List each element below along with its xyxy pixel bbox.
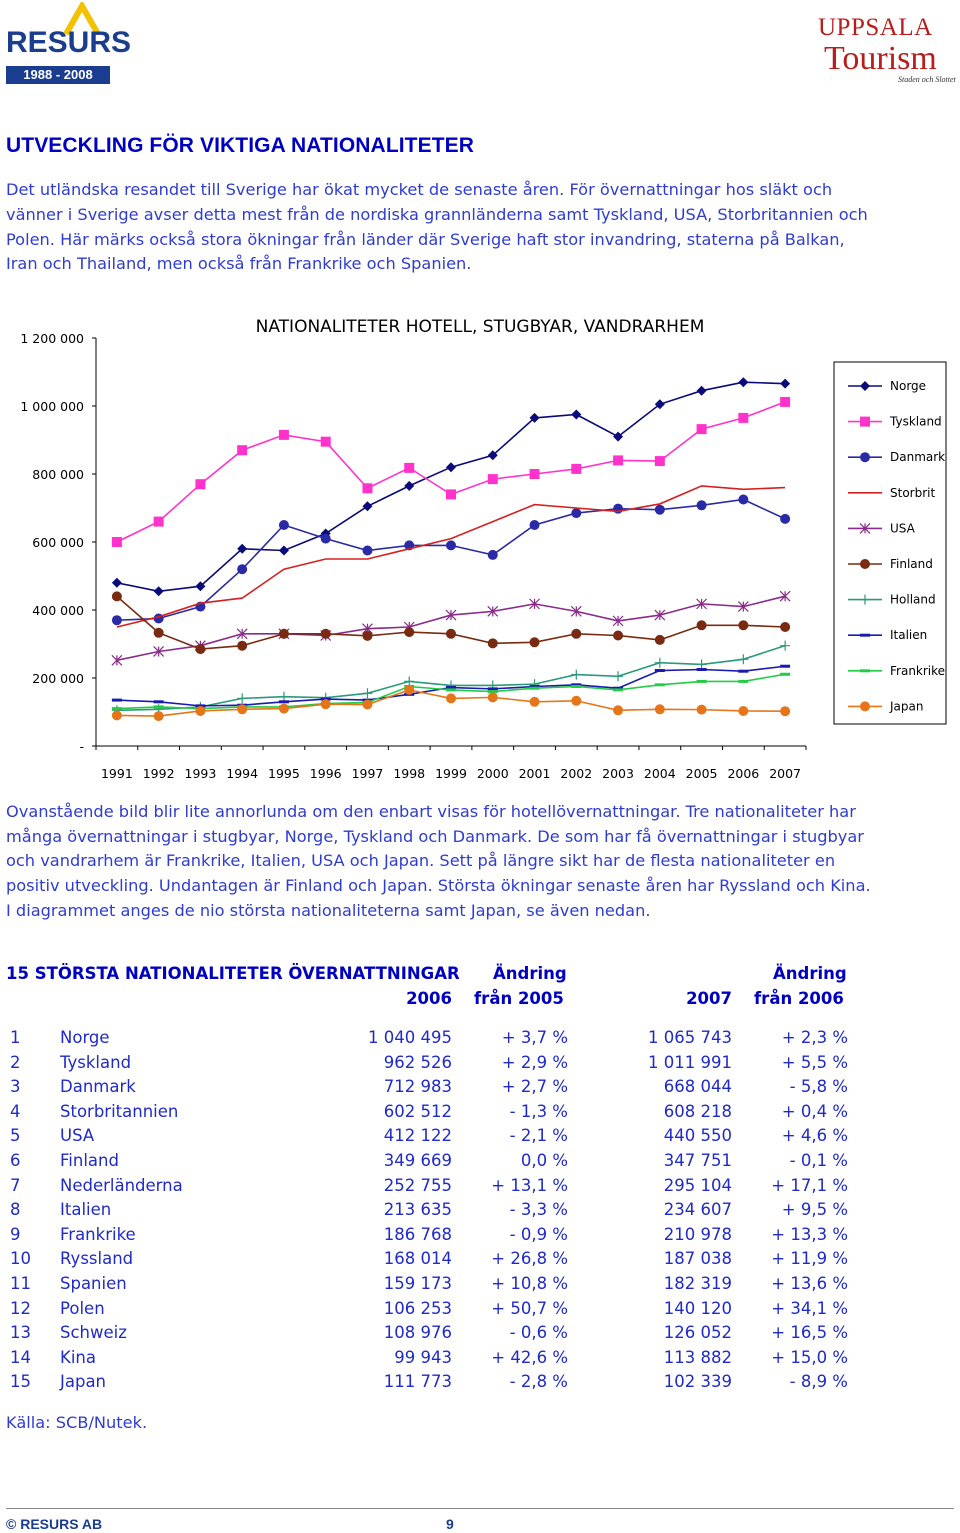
data-point [530, 687, 540, 690]
data-point [697, 500, 707, 510]
table-title: 15 STÖRSTA NATIONALITETER ÖVERNATTNINGAR [6, 964, 460, 983]
table-cell-country: Ryssland [60, 1249, 134, 1269]
table-cell-change-2006: - 3,3 % [509, 1200, 568, 1220]
table-cell-country: Tyskland [60, 1052, 132, 1072]
table-cell-change-2007: + 11,9 % [771, 1249, 848, 1269]
table-cell-2006: 108 976 [383, 1323, 452, 1343]
table-cell-2006: 159 173 [383, 1274, 452, 1293]
data-point [279, 704, 289, 714]
body-line: Ovanstående bild blir lite annorlunda om den enbart visas för hotellövernattningar. Tre nationaliteter har [6, 802, 856, 821]
data-point [780, 397, 790, 407]
data-point [237, 564, 247, 574]
data-point [488, 550, 498, 560]
table-cell-country: Kina [60, 1347, 96, 1367]
data-point [697, 620, 707, 630]
data-point [738, 670, 748, 673]
table-cell-rank: 6 [10, 1151, 21, 1170]
table-cell-change-2007: + 2,3 % [781, 1028, 848, 1047]
legend-label: USA [890, 521, 915, 536]
y-tick-label: 1 000 000 [20, 399, 84, 414]
table-cell-2007: 182 319 [663, 1274, 732, 1293]
table-cell-2007: 234 607 [663, 1200, 732, 1220]
x-tick-label: 1995 [268, 766, 300, 781]
data-point [738, 495, 748, 505]
data-point [279, 629, 289, 639]
table-cell-change-2007: + 16,5 % [771, 1323, 848, 1343]
x-tick-label: 1997 [351, 766, 384, 781]
data-point [571, 410, 581, 420]
data-point [112, 591, 122, 601]
data-point [738, 377, 748, 387]
table-cell-rank: 4 [10, 1101, 21, 1121]
table-cell-change-2006: + 42,6 % [491, 1347, 568, 1367]
table-cell-2007: 1 065 743 [648, 1028, 732, 1047]
data-point [279, 700, 289, 703]
table-cell-2006: 712 983 [383, 1077, 452, 1097]
table-cell-country: Finland [60, 1151, 119, 1170]
data-point [195, 644, 205, 654]
data-point [321, 534, 331, 544]
data-point [780, 622, 790, 632]
table-cell-2007: 608 218 [663, 1101, 732, 1121]
data-point [446, 693, 456, 703]
nationality-line-chart [0, 300, 960, 790]
x-tick-label: 2004 [643, 766, 676, 781]
series-norge [112, 377, 790, 596]
table-cell-change-2007: + 5,5 % [781, 1052, 848, 1072]
data-point [571, 685, 581, 688]
data-point [860, 452, 870, 462]
table-cell-rank: 10 [10, 1249, 31, 1269]
data-point [571, 670, 581, 680]
table-cell-change-2006: 0,0 % [520, 1151, 568, 1170]
table-cell-rank: 5 [10, 1126, 21, 1146]
data-point [154, 705, 164, 708]
table-cell-change-2007: + 13,6 % [771, 1274, 848, 1293]
table-cell-country: Polen [60, 1298, 105, 1318]
table-cell-country: Norge [60, 1028, 110, 1047]
data-point [237, 693, 247, 703]
table-cell-2006: 349 669 [383, 1151, 452, 1170]
y-tick-label: 200 000 [32, 671, 84, 686]
data-point [154, 628, 164, 638]
data-point [362, 700, 372, 710]
table-cell-2006: 1 040 495 [368, 1028, 452, 1047]
table-cell-2007: 187 038 [663, 1249, 732, 1269]
table-cell-rank: 3 [10, 1077, 21, 1097]
data-point [446, 489, 456, 499]
data-point [571, 629, 581, 639]
data-point [613, 455, 623, 465]
data-point [446, 629, 456, 639]
body-line: många övernattningar i stugbyar, Norge, Tyskland och Danmark. De som har få övernattningar i stugbyar [6, 827, 864, 846]
data-point [112, 707, 122, 710]
data-point [321, 699, 331, 709]
table-cell-2007: 347 751 [663, 1151, 732, 1170]
table-cell-change-2007: + 4,6 % [781, 1126, 848, 1146]
data-point [860, 559, 870, 569]
table-cell-change-2007: + 0,4 % [781, 1101, 848, 1121]
x-tick-label: 1991 [100, 766, 133, 781]
table-cell-2007: 126 052 [663, 1323, 732, 1343]
body-line: och vandrarhem är Frankrike, Italien, USA och Japan. Sett på längre sikt har de flesta nationaliteter en [6, 851, 836, 870]
table-header-change-2006b: från 2005 [474, 989, 564, 1008]
resurs-logo-text: RESURS [6, 26, 132, 59]
series-danmark [112, 495, 790, 626]
table-cell-change-2007: + 13,3 % [771, 1224, 848, 1244]
intro-line: vänner i Sverige avser detta mest från de nordiska grannländerna samt Tyskland, USA, Storbritannien och [6, 205, 868, 224]
table-cell-2007: 113 882 [663, 1347, 732, 1367]
table-cell-rank: 8 [10, 1200, 21, 1220]
series-line [117, 596, 785, 660]
table-cell-country: Nederländerna [60, 1175, 183, 1195]
table-cell-2007: 668 044 [663, 1077, 732, 1097]
data-point [237, 641, 247, 651]
data-point [655, 704, 665, 714]
table-cell-change-2006: - 1,3 % [509, 1101, 568, 1121]
data-point [530, 637, 540, 647]
y-tick-label: 600 000 [32, 535, 84, 550]
table-cell-change-2007: - 0,1 % [789, 1151, 848, 1170]
data-point [613, 631, 623, 641]
x-tick-label: 2001 [518, 766, 551, 781]
data-point [404, 463, 414, 473]
table-cell-country: Storbritannien [60, 1101, 179, 1121]
table-cell-country: Italien [60, 1200, 112, 1220]
x-tick-label: 2003 [602, 766, 634, 781]
table-header-change-2007a: Ändring [773, 964, 847, 983]
data-point [321, 629, 331, 639]
y-tick-label: 400 000 [32, 603, 84, 618]
table-cell-change-2007: + 17,1 % [771, 1175, 848, 1195]
data-point [154, 700, 164, 703]
table-cell-2006: 213 635 [383, 1200, 452, 1220]
data-point [279, 520, 289, 530]
data-point [279, 430, 289, 440]
table-cell-change-2006: + 26,8 % [491, 1249, 568, 1269]
data-point [571, 508, 581, 518]
data-point [697, 668, 707, 671]
data-point [530, 697, 540, 707]
data-point [738, 620, 748, 630]
data-point [655, 635, 665, 645]
table-cell-change-2007: + 34,1 % [771, 1298, 848, 1318]
data-point [530, 520, 540, 530]
table-cell-rank: 2 [10, 1052, 21, 1072]
table-cell-2006: 111 773 [383, 1372, 452, 1392]
footer-divider [6, 1508, 954, 1509]
data-point [446, 540, 456, 550]
intro-line: Det utländska resandet till Sverige har ökat mycket de senaste åren. För övernattningar hos släkt och [6, 180, 833, 199]
data-point [738, 680, 748, 683]
table-cell-change-2006: + 50,7 % [491, 1298, 568, 1318]
legend-label: Japan [890, 699, 924, 714]
table-header-change-2006a: Ändring [493, 964, 567, 983]
table-cell-rank: 1 [10, 1028, 21, 1047]
resurs-logo-years: 1988 - 2008 [6, 66, 110, 84]
data-point [362, 546, 372, 556]
table-cell-2006: 602 512 [383, 1101, 452, 1121]
legend-label: Finland [890, 557, 933, 571]
data-point [154, 517, 164, 527]
uppsala-logo-tagline: Staden och Slottet [898, 75, 956, 84]
data-point [195, 706, 205, 716]
footer-page-number: 9 [446, 1516, 454, 1532]
data-point [571, 464, 581, 474]
table-cell-change-2006: - 0,9 % [509, 1224, 568, 1244]
data-point [738, 654, 748, 664]
legend-label: Tyskland [890, 414, 942, 429]
data-point [237, 445, 247, 455]
series-line [117, 382, 785, 591]
data-point [321, 437, 331, 447]
table-cell-2007: 102 339 [663, 1372, 732, 1392]
x-tick-label: 2000 [476, 766, 509, 781]
data-point [237, 704, 247, 714]
table-cell-change-2007: + 15,0 % [771, 1347, 848, 1367]
data-point [112, 710, 122, 720]
data-point [613, 705, 623, 715]
data-point [613, 688, 623, 691]
table-cell-change-2007: - 8,9 % [789, 1372, 848, 1392]
data-point [488, 687, 498, 690]
intro-line: Iran och Thailand, men också från Frankrike och Spanien. [6, 254, 472, 273]
y-tick-label: - [79, 739, 84, 754]
data-point [738, 706, 748, 716]
x-tick-label: 1999 [435, 766, 467, 781]
table-cell-change-2007: - 5,8 % [789, 1077, 848, 1097]
data-point [488, 474, 498, 484]
x-tick-label: 2007 [769, 766, 802, 781]
table-cell-rank: 11 [10, 1274, 31, 1293]
data-point [279, 546, 289, 556]
data-point [571, 696, 581, 706]
data-point [860, 701, 870, 711]
legend-label: Norge [890, 379, 927, 393]
body-line: I diagrammet anges de nio största nationaliteterna samt Japan, se även nedan. [6, 901, 651, 920]
data-point [655, 658, 665, 668]
table-cell-country: Japan [60, 1372, 107, 1392]
data-point [655, 683, 665, 686]
table-cell-rank: 13 [10, 1323, 31, 1343]
data-point [446, 462, 456, 472]
data-point [655, 669, 665, 672]
data-point [780, 706, 790, 716]
table-cell-2006: 252 755 [383, 1175, 452, 1195]
series-line [117, 500, 785, 621]
data-point [780, 665, 790, 668]
data-point [446, 688, 456, 691]
uppsala-logo-line1: UPPSALA [818, 14, 933, 41]
table-cell-change-2007: + 9,5 % [781, 1200, 848, 1220]
data-point [154, 586, 164, 596]
data-point [738, 413, 748, 423]
x-tick-label: 1998 [393, 766, 426, 781]
data-point [613, 671, 623, 681]
table-cell-rank: 15 [10, 1372, 31, 1392]
y-tick-label: 800 000 [32, 467, 84, 482]
table-cell-change-2006: + 2,9 % [501, 1052, 568, 1072]
data-point [860, 417, 870, 427]
data-point [697, 659, 707, 669]
table-cell-country: USA [60, 1126, 95, 1146]
chart-title: NATIONALITETER HOTELL, STUGBYAR, VANDRARHEM [255, 317, 705, 337]
table-cell-change-2006: + 3,7 % [501, 1028, 568, 1047]
table-header-change-2007b: från 2006 [754, 989, 844, 1008]
y-tick-label: 1 200 000 [20, 331, 84, 346]
table-cell-change-2006: - 2,8 % [509, 1372, 568, 1392]
legend-label: Danmark [890, 450, 946, 465]
data-point [655, 456, 665, 466]
data-point [488, 692, 498, 702]
data-point [530, 469, 540, 479]
body-line: positiv utveckling. Undantagen är Finland och Japan. Största ökningar senaste åren har Ryssland och Kina. [6, 876, 871, 895]
data-point [112, 615, 122, 625]
table-cell-change-2006: - 0,6 % [509, 1323, 568, 1343]
data-point [362, 501, 372, 511]
legend-label: Holland [890, 592, 936, 607]
table-cell-2007: 140 120 [663, 1298, 732, 1318]
table-cell-country: Schweiz [60, 1323, 127, 1343]
data-point [362, 688, 372, 698]
table-cell-rank: 9 [10, 1224, 21, 1244]
table-cell-2006: 99 943 [394, 1347, 452, 1367]
data-point [860, 634, 870, 637]
table-cell-country: Danmark [60, 1077, 136, 1097]
data-point [362, 631, 372, 641]
table-cell-2006: 412 122 [383, 1126, 452, 1146]
data-point [697, 680, 707, 683]
legend-label: Frankrike [890, 663, 946, 678]
data-point [697, 424, 707, 434]
data-point [780, 673, 790, 676]
data-point [404, 481, 414, 491]
data-point [780, 379, 790, 389]
data-point [154, 711, 164, 721]
table-cell-change-2006: + 10,8 % [491, 1274, 568, 1293]
table-cell-2006: 962 526 [383, 1052, 452, 1072]
table-cell-2006: 168 014 [383, 1249, 452, 1269]
data-point [404, 685, 414, 695]
x-tick-label: 1992 [142, 766, 175, 781]
x-tick-label: 2006 [727, 766, 760, 781]
table-cell-change-2006: + 13,1 % [491, 1175, 568, 1195]
data-point [195, 479, 205, 489]
table-header-year-2007: 2007 [686, 989, 732, 1008]
data-point [279, 692, 289, 702]
data-point [488, 638, 498, 648]
table-cell-country: Frankrike [60, 1224, 136, 1244]
intro-line: Polen. Här märks också stora ökningar från länder där Sverige haft stor invandring, staterna på Balkan, [6, 230, 845, 249]
table-cell-rank: 12 [10, 1298, 31, 1318]
legend-label: Storbrit [890, 485, 936, 500]
resurs-logo [0, 0, 132, 86]
data-point [362, 483, 372, 493]
table-cell-2007: 295 104 [663, 1175, 732, 1195]
table-cell-2007: 440 550 [663, 1126, 732, 1146]
data-point [860, 669, 870, 672]
series-holland [112, 641, 790, 716]
table-header-year-2006: 2006 [406, 989, 452, 1008]
uppsala-logo-line2: Tourism [824, 40, 937, 77]
x-tick-label: 1993 [184, 766, 217, 781]
footer-company: © RESURS AB [6, 1516, 103, 1532]
legend-label: Italien [890, 628, 928, 643]
x-tick-label: 2002 [560, 766, 593, 781]
x-tick-label: 1994 [226, 766, 259, 781]
data-point [112, 699, 122, 702]
table-cell-2007: 210 978 [663, 1224, 732, 1244]
table-cell-2007: 1 011 991 [648, 1052, 732, 1072]
x-tick-label: 1996 [309, 766, 342, 781]
table-cell-2006: 106 253 [383, 1298, 452, 1318]
table-cell-country: Spanien [60, 1274, 127, 1293]
table-cell-rank: 7 [10, 1175, 21, 1195]
table-cell-2006: 186 768 [383, 1224, 452, 1244]
data-point [780, 641, 790, 651]
table-cell-change-2006: - 2,1 % [509, 1126, 568, 1146]
data-point [112, 578, 122, 588]
data-point [404, 627, 414, 637]
page-heading: UTVECKLING FÖR VIKTIGA NATIONALITETER [6, 134, 475, 157]
source-note: Källa: SCB/Nutek. [6, 1413, 148, 1432]
x-tick-label: 2005 [685, 766, 718, 781]
table-cell-change-2006: + 2,7 % [501, 1077, 568, 1097]
table-cell-rank: 14 [10, 1347, 31, 1367]
data-point [780, 514, 790, 524]
data-point [697, 705, 707, 715]
data-point [780, 591, 790, 601]
data-point [655, 505, 665, 515]
data-point [697, 386, 707, 396]
data-point [112, 537, 122, 547]
